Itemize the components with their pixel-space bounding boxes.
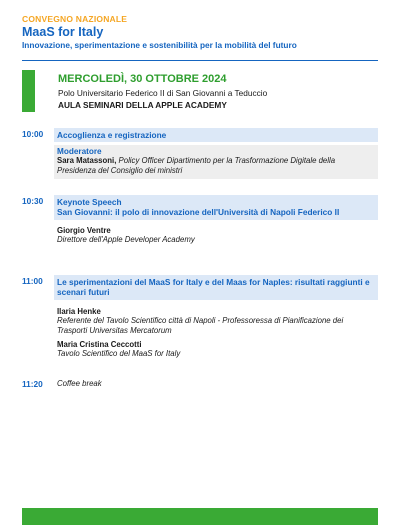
event-kicker: CONVEGNO NAZIONALE: [22, 14, 128, 24]
event-info: [22, 70, 378, 112]
slot-title: Accoglienza e registrazione: [54, 128, 378, 142]
header-divider: [22, 60, 378, 61]
slot-time: 10:30: [22, 196, 44, 206]
event-subtitle: Innovazione, sperimentazione e sostenibilità per la mobilità del futuro: [22, 40, 297, 50]
slot-time: 11:20: [22, 379, 43, 389]
event-venue: Polo Universitario Federico II di San Giovanni a Teduccio: [58, 88, 268, 98]
moderator-role: Policy Officer Dipartimento per la Trasformazione Digitale della Presidenza del Consiglio dei ministri: [57, 156, 336, 176]
slot-title: Coffee break: [57, 379, 102, 388]
event-title: MaaS for Italy: [22, 25, 104, 39]
speaker-name: Ilaria Henke: [57, 306, 101, 316]
speaker-role: Referente del Tavolo Scientifico città di Napoli - Professoressa di Pianificazione dei Trasporti Universitas Mercatorum: [57, 315, 344, 335]
slot-subtitle: San Giovanni: il polo di innovazione dell'Università di Napoli Federico II: [57, 207, 340, 218]
event-room: AULA SEMINARI DELLA APPLE ACADEMY: [58, 100, 227, 110]
moderator-label: Moderatore: [57, 147, 102, 156]
moderator-box: [54, 145, 378, 179]
slot-title: Keynote Speech: [57, 197, 122, 207]
speaker-block: [54, 224, 378, 246]
speaker-name: Giorgio Ventre: [57, 225, 111, 235]
green-accent-bar: [22, 70, 35, 112]
header: [22, 14, 378, 50]
moderator-name: Sara Matassoni,: [57, 156, 117, 165]
slot-time: 10:00: [22, 129, 44, 139]
speaker-role: Tavolo Scientifico del MaaS for Italy: [57, 348, 181, 358]
slot-title-box: [54, 195, 378, 220]
slot-time: 11:00: [22, 276, 43, 286]
speaker-block: [54, 305, 378, 360]
speaker-role: Direttore dell'Apple Developer Academy: [57, 234, 195, 244]
speaker-name: Maria Cristina Ceccotti: [57, 339, 142, 349]
slot-title: Le sperimentazioni del MaaS for Italy e del Maas for Naples: risultati raggiunti e scenari futuri: [54, 275, 378, 300]
event-date: MERCOLEDÌ, 30 OTTOBRE 2024: [58, 73, 227, 85]
footer-green-bar: [22, 508, 378, 525]
